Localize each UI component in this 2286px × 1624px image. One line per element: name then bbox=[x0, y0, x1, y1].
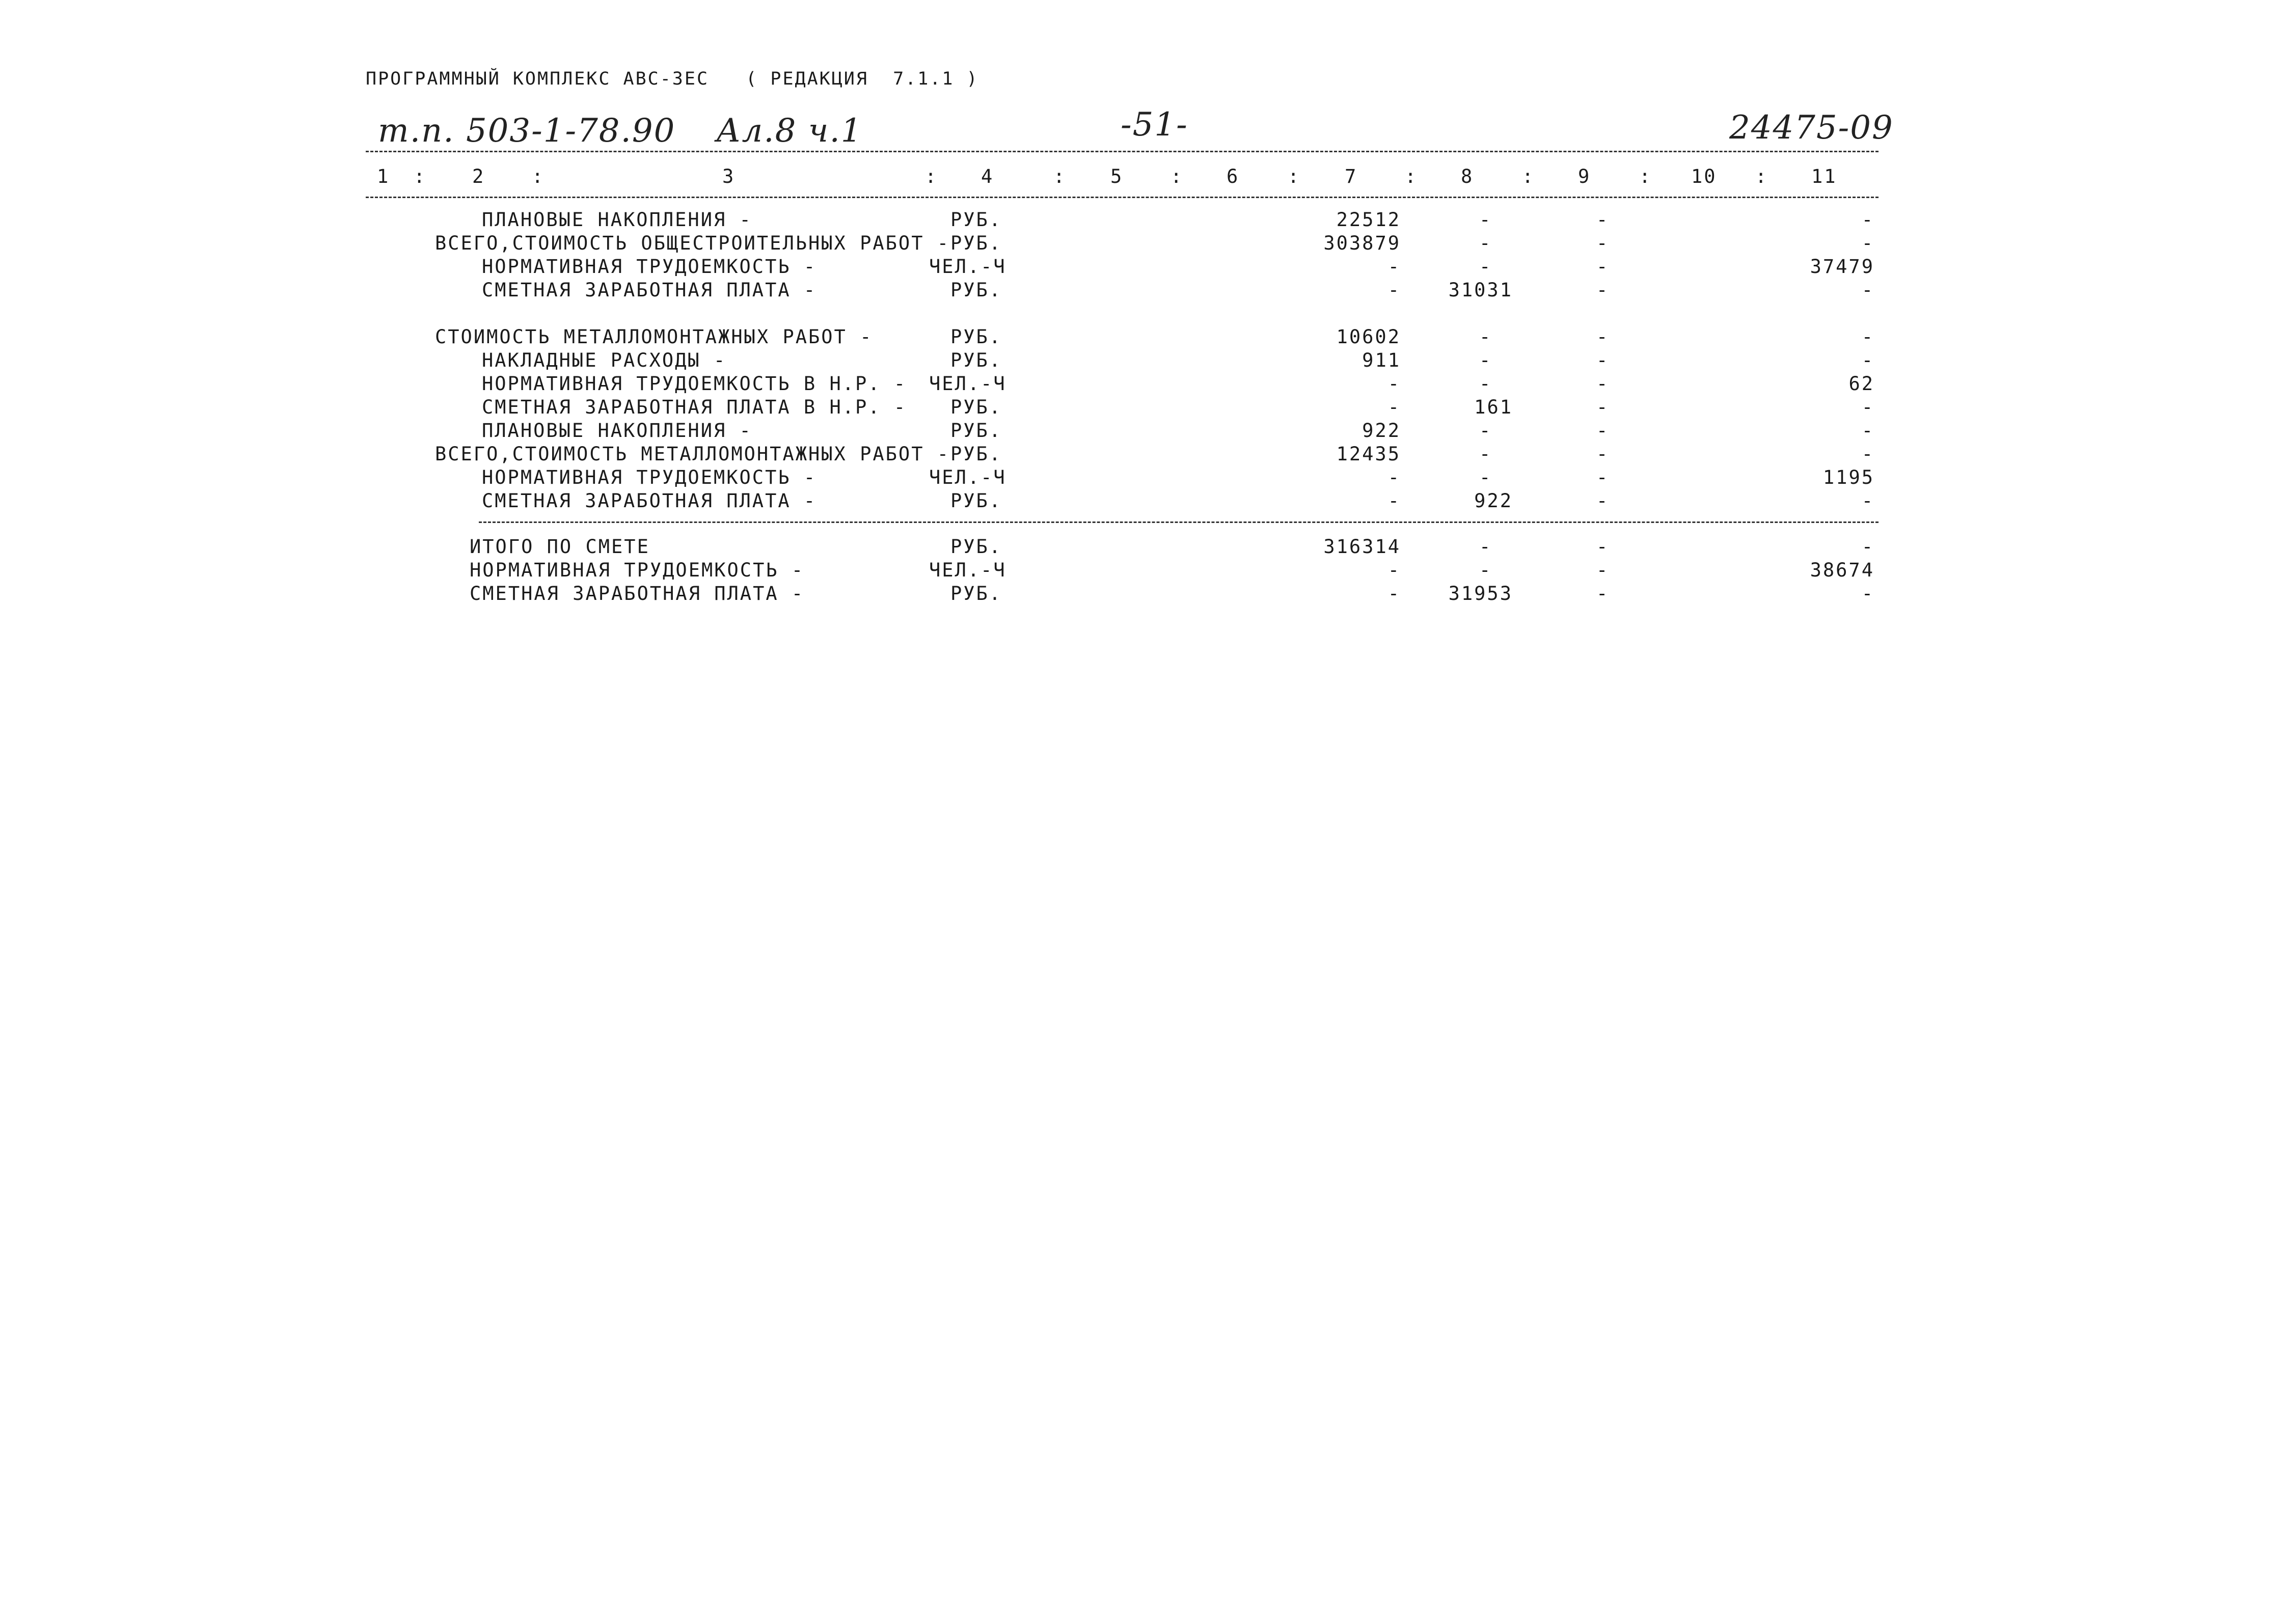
row-c7: 316314 bbox=[1323, 536, 1401, 558]
col-sep: : bbox=[1755, 166, 1768, 187]
row-name: НОРМАТИВНАЯ ТРУДОЕМКОСТЬ - bbox=[482, 256, 817, 278]
program-header: ПРОГРАММНЫЙ КОМПЛЕКС АВС-3ЕС ( РЕДАКЦИЯ 7.1.1 ) bbox=[366, 69, 979, 89]
row-c11: - bbox=[1861, 232, 1874, 254]
row-c9: - bbox=[1596, 443, 1610, 465]
row-unit: РУБ. bbox=[950, 396, 1002, 418]
row-unit: РУБ. bbox=[950, 209, 1002, 231]
row-c11: - bbox=[1861, 443, 1874, 465]
album-handwritten: Ал.8 ч.1 bbox=[716, 112, 863, 150]
row-name: НОРМАТИВНАЯ ТРУДОЕМКОСТЬ - bbox=[482, 466, 817, 488]
row-c9: - bbox=[1596, 466, 1610, 488]
row-name: ПЛАНОВЫЕ НАКОПЛЕНИЯ - bbox=[482, 209, 752, 231]
col-1: 1 bbox=[377, 166, 390, 187]
project-code-handwritten: т.п. 503-1-78.90 bbox=[378, 112, 676, 150]
row-c8: - bbox=[1479, 559, 1492, 581]
row-name: СМЕТНАЯ ЗАРАБОТНАЯ ПЛАТА - bbox=[482, 490, 817, 512]
col-sep: : bbox=[1171, 166, 1184, 187]
row-c8: - bbox=[1479, 256, 1492, 278]
col-sep: : bbox=[1639, 166, 1652, 187]
col-5: 5 bbox=[1110, 166, 1124, 187]
row-c11: 38674 bbox=[1810, 559, 1874, 581]
row-c11: - bbox=[1861, 490, 1874, 512]
row-c7: 922 bbox=[1362, 420, 1401, 442]
row-unit: РУБ. bbox=[950, 420, 1002, 442]
row-c7: - bbox=[1387, 279, 1401, 301]
row-c9: - bbox=[1596, 279, 1610, 301]
row-c8: - bbox=[1479, 420, 1492, 442]
row-c8: 922 bbox=[1474, 490, 1513, 512]
row-name: СМЕТНАЯ ЗАРАБОТНАЯ ПЛАТА В Н.Р. - bbox=[482, 396, 907, 418]
row-c8: - bbox=[1479, 232, 1492, 254]
row-name: НОРМАТИВНАЯ ТРУДОЕМКОСТЬ В Н.Р. - bbox=[482, 373, 907, 395]
row-c8: 31031 bbox=[1448, 279, 1513, 301]
row-unit: РУБ. bbox=[950, 232, 1002, 254]
row-c9: - bbox=[1596, 420, 1610, 442]
row-c7: 303879 bbox=[1323, 232, 1401, 254]
row-c11: - bbox=[1861, 583, 1874, 604]
col-sep: : bbox=[1522, 166, 1535, 187]
row-name: ВСЕГО,СТОИМОСТЬ ОБЩЕСТРОИТЕЛЬНЫХ РАБОТ - bbox=[435, 232, 950, 254]
row-c11: - bbox=[1861, 279, 1874, 301]
row-name: НАКЛАДНЫЕ РАСХОДЫ - bbox=[482, 349, 727, 371]
row-name: ВСЕГО,СТОИМОСТЬ МЕТАЛЛОМОНТАЖНЫХ РАБОТ - bbox=[435, 443, 950, 465]
col-9: 9 bbox=[1578, 166, 1591, 187]
row-name: СМЕТНАЯ ЗАРАБОТНАЯ ПЛАТА - bbox=[482, 279, 817, 301]
top-rule bbox=[366, 151, 1879, 152]
col-sep: : bbox=[532, 166, 545, 187]
row-c9: - bbox=[1596, 349, 1610, 371]
row-c7: - bbox=[1387, 583, 1401, 604]
row-unit: РУБ. bbox=[950, 326, 1002, 348]
row-c11: - bbox=[1861, 420, 1874, 442]
row-c8: 161 bbox=[1474, 396, 1513, 418]
row-c8: - bbox=[1479, 536, 1492, 558]
page-number-handwritten: -51- bbox=[1121, 106, 1188, 144]
row-unit: РУБ. bbox=[950, 279, 1002, 301]
row-c11: - bbox=[1861, 349, 1874, 371]
row-unit: ЧЕЛ.-Ч bbox=[929, 559, 1006, 581]
row-c11: - bbox=[1861, 326, 1874, 348]
row-c7: 12435 bbox=[1336, 443, 1401, 465]
col-sep: : bbox=[1288, 166, 1301, 187]
row-unit: РУБ. bbox=[950, 349, 1002, 371]
col-2: 2 bbox=[472, 166, 485, 187]
row-c9: - bbox=[1596, 536, 1610, 558]
row-c8: - bbox=[1479, 373, 1492, 395]
row-c7: - bbox=[1387, 396, 1401, 418]
col-4: 4 bbox=[981, 166, 994, 187]
row-c11: - bbox=[1861, 396, 1874, 418]
row-c9: - bbox=[1596, 209, 1610, 231]
row-c8: - bbox=[1479, 443, 1492, 465]
row-c9: - bbox=[1596, 490, 1610, 512]
row-unit: РУБ. bbox=[950, 490, 1002, 512]
col-6: 6 bbox=[1227, 166, 1240, 187]
row-name: НОРМАТИВНАЯ ТРУДОЕМКОСТЬ - bbox=[470, 559, 805, 581]
row-unit: РУБ. bbox=[950, 583, 1002, 604]
row-c9: - bbox=[1596, 559, 1610, 581]
row-c7: 22512 bbox=[1336, 209, 1401, 231]
row-c9: - bbox=[1596, 373, 1610, 395]
col-7: 7 bbox=[1345, 166, 1358, 187]
row-c7: - bbox=[1387, 373, 1401, 395]
row-c7: - bbox=[1387, 256, 1401, 278]
row-name: СМЕТНАЯ ЗАРАБОТНАЯ ПЛАТА - bbox=[470, 583, 805, 604]
row-c9: - bbox=[1596, 232, 1610, 254]
col-sep: : bbox=[925, 166, 938, 187]
row-c8: - bbox=[1479, 209, 1492, 231]
row-c7: 10602 bbox=[1336, 326, 1401, 348]
row-c7: 911 bbox=[1362, 349, 1401, 371]
col-10: 10 bbox=[1691, 166, 1717, 187]
sheet-code-handwritten: 24475-09 bbox=[1729, 109, 1894, 147]
row-unit: ЧЕЛ.-Ч bbox=[929, 256, 1006, 278]
row-c7: - bbox=[1387, 490, 1401, 512]
row-c11: 1195 bbox=[1822, 466, 1874, 488]
row-c9: - bbox=[1596, 583, 1610, 604]
row-c11: - bbox=[1861, 536, 1874, 558]
col-11: 11 bbox=[1811, 166, 1837, 187]
col-sep: : bbox=[1405, 166, 1418, 187]
row-c7: - bbox=[1387, 466, 1401, 488]
row-c7: - bbox=[1387, 559, 1401, 581]
row-name: ИТОГО ПО СМЕТЕ bbox=[470, 536, 650, 558]
row-c8: - bbox=[1479, 326, 1492, 348]
row-c11: - bbox=[1861, 209, 1874, 231]
row-c9: - bbox=[1596, 326, 1610, 348]
row-unit: ЧЕЛ.-Ч bbox=[929, 373, 1006, 395]
col-8: 8 bbox=[1461, 166, 1474, 187]
row-unit: РУБ. bbox=[950, 536, 1002, 558]
row-c11: 62 bbox=[1848, 373, 1874, 395]
col-3: 3 bbox=[722, 166, 736, 187]
row-c9: - bbox=[1596, 256, 1610, 278]
row-c8: - bbox=[1479, 349, 1492, 371]
row-c8: 31953 bbox=[1448, 583, 1513, 604]
row-name: ПЛАНОВЫЕ НАКОПЛЕНИЯ - bbox=[482, 420, 752, 442]
row-name: СТОИМОСТЬ МЕТАЛЛОМОНТАЖНЫХ РАБОТ - bbox=[435, 326, 873, 348]
row-c8: - bbox=[1479, 466, 1492, 488]
totals-rule bbox=[479, 521, 1879, 523]
row-unit: ЧЕЛ.-Ч bbox=[929, 466, 1006, 488]
col-sep: : bbox=[414, 166, 427, 187]
row-unit: РУБ. bbox=[950, 443, 1002, 465]
row-c11: 37479 bbox=[1810, 256, 1874, 278]
col-sep: : bbox=[1053, 166, 1067, 187]
row-c9: - bbox=[1596, 396, 1610, 418]
column-header-rule bbox=[366, 197, 1879, 198]
